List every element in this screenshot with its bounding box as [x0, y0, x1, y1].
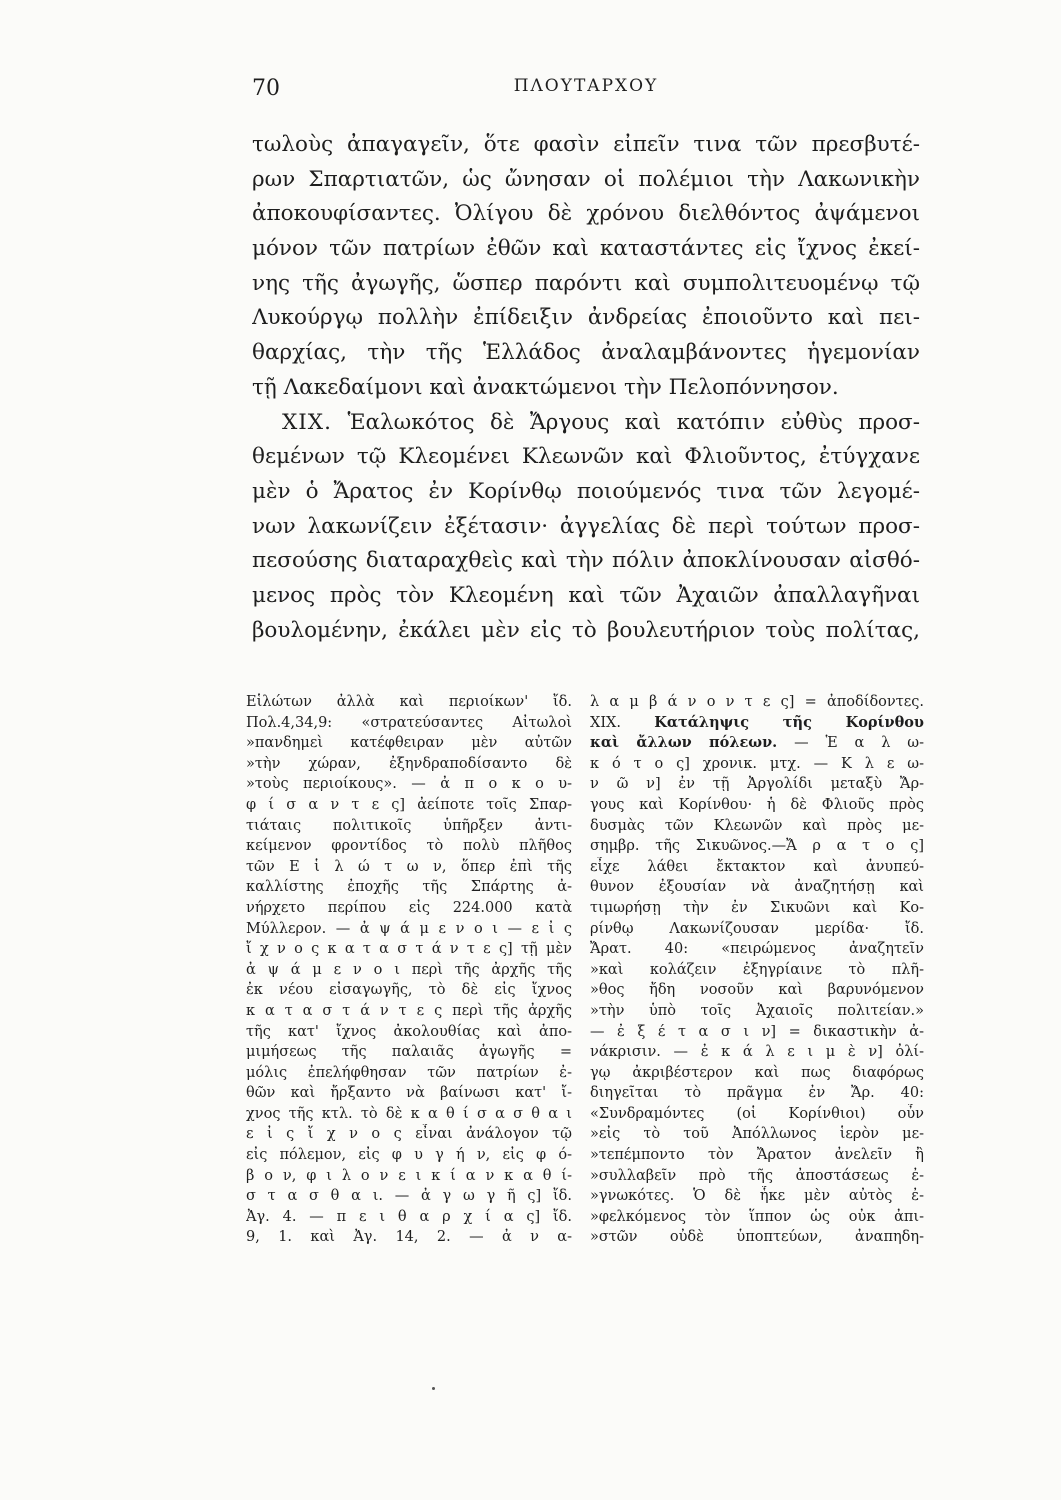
note-line: 9, 1. καὶ Ἀγ. 14, 2. — ἀ ν α- — [246, 1229, 572, 1246]
note-line: τῶν Ε ἱ λ ώ τ ω ν, ὅπερ ἐπὶ τῆς — [246, 858, 572, 875]
note-line: Ἄρατ. 40: «πειρώμενος ἀναζητεῖν — [590, 941, 924, 958]
main-line: τῇ Λακεδαίμονι καὶ ἀνακτώμενοι τὴν Πελοπόννησον. — [252, 374, 839, 400]
note-line: »τεπέμποντο τὸν Ἄρατον ἀνελεῖν ἢ — [590, 1147, 924, 1164]
note-heading-line — [590, 713, 924, 734]
main-line: νης τῆς ἀγωγῆς, ὥσπερ παρόντι καὶ συμπολιτευομένῳ τῷ — [252, 270, 920, 296]
note-line: θυνον ἐξουσίαν νὰ ἀναζητήσῃ καὶ — [590, 879, 924, 896]
note-line: — ἐ ξ έ τ α σ ι ν] = δικαστικὴν ἀ- — [590, 1023, 924, 1040]
note-line: ρίνθῳ Λακωνίζουσαν μερίδα· ἴδ. — [590, 920, 924, 937]
main-line: ἀποκουφίσαντες. Ὀλίγου δὲ χρόνου διελθόντος ἀψάμενοι — [252, 201, 920, 227]
note-line: φ ί σ α ν τ ε ς] ἀείποτε τοῖς Σπαρ- — [246, 796, 572, 813]
note-line: ἐκ νέου εἰσαγωγῆς, τὸ δὲ εἰς ἴχνος — [246, 982, 572, 999]
chapter-first-line: Ἑαλωκότος δὲ Ἄργους καὶ κατόπιν εὐθὺς προσ- — [347, 409, 920, 435]
note-line: »καὶ κολάζειν ἐξηγρίαινε τὸ πλῆ- — [590, 961, 924, 978]
note-heading-number: XIX. — [590, 714, 621, 731]
note-line: »πανδημεὶ κατέφθειραν μὲν αὐτῶν — [246, 735, 572, 752]
main-line: θαρχίας, τὴν τῆς Ἑλλάδος ἀναλαμβάνοντες ἡγεμονίαν — [252, 340, 920, 366]
running-title: ΠΛΟΥΤΑΡΧΟΥ — [513, 76, 659, 96]
note-line: ε ἰ ς ἴ χ ν ο ς εἶναι ἀνάλογον τῷ — [246, 1126, 572, 1143]
main-line: μόνον τῶν πατρίων ἐθῶν καὶ καταστάντες εἰς ἴχνος ἐκεί- — [252, 236, 920, 262]
note-line: τιάταις πολιτικοῖς ὑπῆρξεν ἀντι- — [246, 817, 572, 834]
page-header — [252, 76, 920, 106]
note-line: τιμωρήσῃ τὴν ἐν Σικυῶνι καὶ Κο- — [590, 899, 924, 916]
note-line: σ τ α σ θ α ι. — ἀ γ ω γ ῆ ς] ἴδ. — [246, 1188, 572, 1205]
main-line: βουλομένην, ἐκάλει μὲν εἰς τὸ βουλευτήριον τοὺς πολίτας, — [252, 617, 920, 643]
note-line: μιμήσεως τῆς παλαιᾶς ἀγωγῆς = — [246, 1044, 572, 1061]
note-line: »συλλαβεῖν πρὸ τῆς ἀποστάσεως ἐ- — [590, 1167, 924, 1184]
note-line: »τοὺς περιοίκους». — ἀ π ο κ ο υ- — [246, 776, 572, 793]
main-line: πεσούσης διαταραχθεὶς καὶ τὴν πόλιν ἀποκλίνουσαν αἰσθό- — [252, 548, 920, 574]
note-line: ἀ ψ ά μ ε ν ο ι περὶ τῆς ἀρχῆς τῆς — [246, 961, 572, 978]
main-line: θεμένων τῷ Κλεομένει Κλεωνῶν καὶ Φλιοῦντος, ἐτύγχανε — [252, 444, 920, 470]
note-line: Ἀγ. 4. — π ε ι θ α ρ χ ί α ς] ἴδ. — [246, 1208, 572, 1225]
main-line: Λυκούργῳ πολλὴν ἐπίδειξιν ἀνδρείας ἐποιοῦντο καὶ πει- — [252, 305, 920, 331]
chapter-number: XIX. — [282, 409, 332, 435]
footnotes-right-column — [590, 692, 924, 1248]
note-heading-line — [590, 733, 924, 754]
note-line: »φελκόμενος τὸν ἵππον ὡς οὐκ ἀπι- — [590, 1208, 924, 1225]
note-line: δυσμὰς τῶν Κλεωνῶν καὶ πρὸς με- — [590, 817, 924, 834]
note-line: εἶχε λάθει ἔκτακτον καὶ ἀνυπεύ- — [590, 858, 924, 875]
note-line: »στῶν οὐδὲ ὑποπτεύων, ἀναπηδη- — [590, 1229, 924, 1246]
main-line: ρων Σπαρτιατῶν, ὡς ὤνησαν οἱ πολέμιοι τὴν Λακωνικὴν — [252, 166, 920, 192]
note-line: «Συνδραμόντες (οἱ Κορίνθιοι) οὖν — [590, 1105, 924, 1122]
main-line: μενος πρὸς τὸν Κλεομένη καὶ τῶν Ἀχαιῶν ἀπαλλαγῆναι — [252, 582, 920, 608]
note-line: ἴ χ ν ο ς κ α τ α σ τ ά ν τ ε ς] τῇ μὲν — [246, 941, 572, 958]
note-line: τῆς κατ' ἴχνος ἀκολουθίας καὶ ἀπο- — [246, 1023, 572, 1040]
note-line: χνος τῆς κτλ. τὸ δὲ κ α θ ί σ α σ θ α ι — [246, 1105, 572, 1122]
chapter-opening-line — [252, 406, 920, 441]
main-line: νων λακωνίζειν ἐξέτασιν· ἀγγελίας δὲ περὶ τούτων προσ- — [252, 513, 920, 539]
note-line: λ α μ β ά ν ο ν τ ε ς] = ἀποδίδοντες. — [590, 694, 924, 710]
main-text — [252, 128, 920, 648]
note-line: νήρχετο περίπου εἰς 224.000 κατὰ — [246, 899, 572, 916]
note-line: κ α τ α σ τ ά ν τ ε ς περὶ τῆς ἀρχῆς — [246, 1002, 572, 1019]
note-line: Πολ.4,34,9: «στρατεύσαντες Αἰτωλοὶ — [246, 714, 572, 731]
page-speck — [432, 1387, 435, 1390]
note-heading-title-continued: καὶ ἄλλων πόλεων. — [590, 734, 778, 752]
note-line: γους καὶ Κορίνθου· ἡ δὲ Φλιοῦς πρὸς — [590, 796, 924, 813]
note-line: Εἱλώτων ἀλλὰ καὶ περιοίκων' ἴδ. — [246, 694, 572, 710]
note-line: διηγεῖται τὸ πρᾶγμα ἐν Ἄρ. 40: — [590, 1085, 924, 1102]
page-number: 70 — [252, 76, 280, 101]
note-heading-title: Κατάληψις τῆς Κορίνθου — [654, 713, 924, 731]
main-line: μὲν ὁ Ἄρατος ἐν Κορίνθῳ ποιούμενός τινα τῶν λεγομέ- — [252, 478, 920, 504]
note-line: νάκρισιν. — ἐ κ ά λ ε ι μ ὲ ν] ὀλί- — [590, 1044, 924, 1061]
note-line: κείμενον φροντίδος τὸ πολὺ πλῆθος — [246, 838, 572, 855]
note-line: »γνωκότες. Ὁ δὲ ἧκε μὲν αὐτὸς ἐ- — [590, 1188, 924, 1205]
note-line: σημβρ. τῆς Σικυῶνος.—Ἄ ρ α τ ο ς] — [590, 838, 924, 855]
note-heading-tail: — Ἑ α λ ω- — [794, 735, 924, 752]
note-line: μόλις ἐπελήφθησαν τῶν πατρίων ἐ- — [246, 1064, 572, 1081]
note-line: Μύλλερον. — ἀ ψ ά μ ε ν ο ι — ε ἰ ς — [246, 920, 572, 937]
note-line: »τὴν ὑπὸ τοῖς Ἀχαιοῖς πολιτείαν.» — [590, 1002, 924, 1019]
footnotes-left-column — [246, 692, 572, 1248]
note-line: θῶν καὶ ἤρξαντο νὰ βαίνωσι κατ' ἴ- — [246, 1085, 572, 1102]
note-line: κ ό τ ο ς] χρονικ. μτχ. — Κ λ ε ω- — [590, 755, 924, 772]
note-line: γῳ ἀκριβέστερον καὶ πως διαφόρως — [590, 1064, 924, 1081]
note-line: εἰς πόλεμον, εἰς φ υ γ ή ν, εἰς φ ό- — [246, 1147, 572, 1164]
note-line: »τὴν χώραν, ἐξηνδραποδίσαντο δὲ — [246, 755, 572, 772]
note-line: »εἰς τὸ τοῦ Ἀπόλλωνος ἱερὸν με- — [590, 1126, 924, 1143]
main-line: τωλοὺς ἀπαγαγεῖν, ὅτε φασὶν εἰπεῖν τινα τῶν πρεσβυτέ- — [252, 132, 920, 157]
note-line: καλλίστης ἐποχῆς τῆς Σπάρτης ἀ- — [246, 879, 572, 896]
note-line: β ο ν, φ ι λ ο ν ε ι κ ί α ν κ α θ ί- — [246, 1167, 572, 1184]
note-line: ν ῶ ν] ἐν τῇ Ἀργολίδι μεταξὺ Ἄρ- — [590, 776, 924, 793]
note-line: »θος ἤδη νοσοῦν καὶ βαρυνόμενον — [590, 982, 924, 999]
